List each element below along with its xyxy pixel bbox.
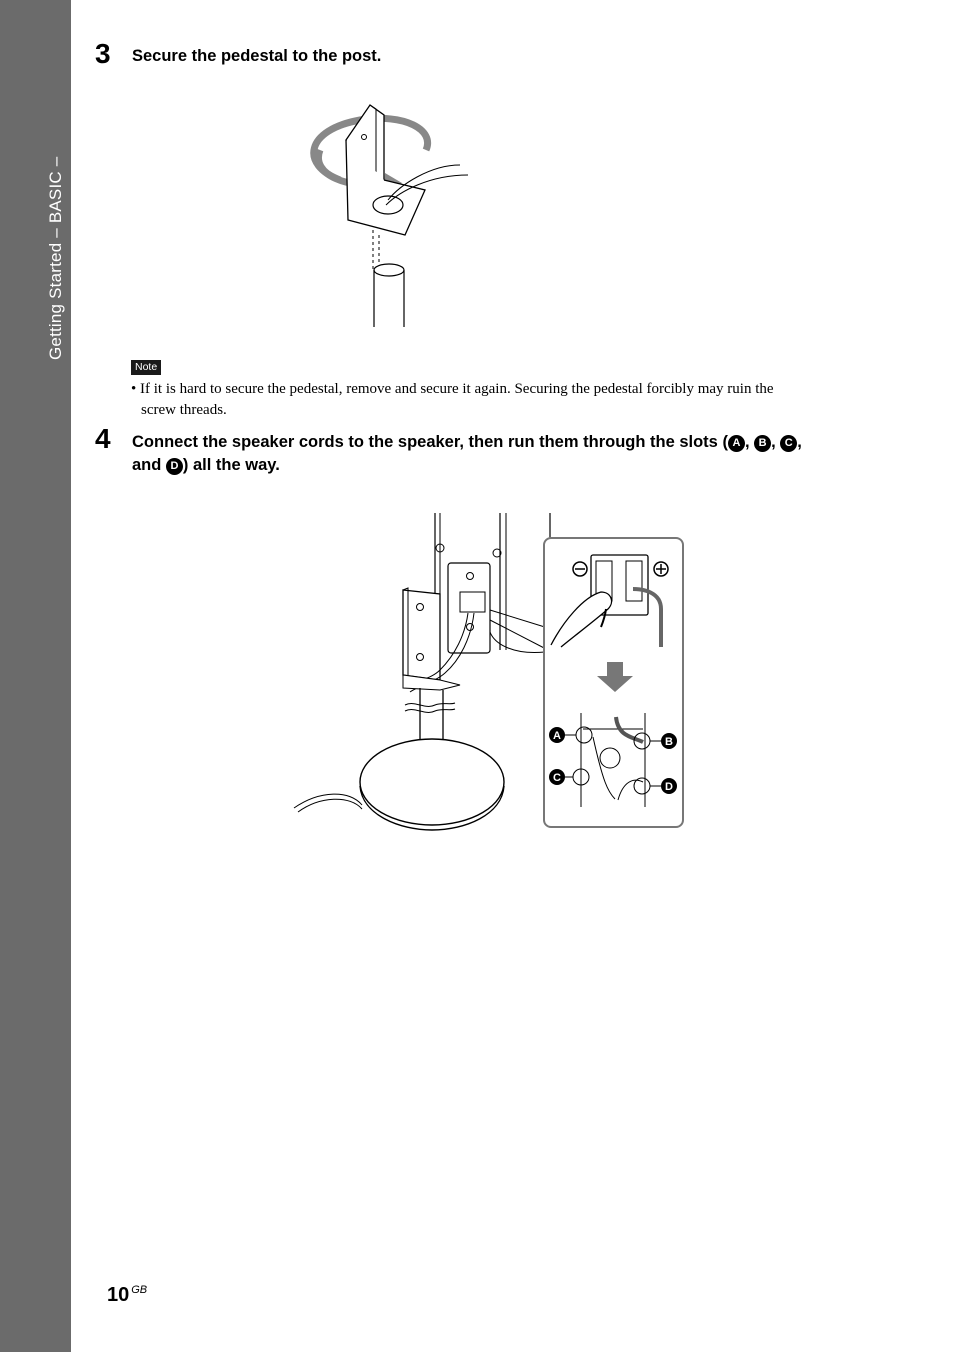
slot-a-marker: A [728,435,745,452]
slot-d-marker: D [166,458,183,475]
note-line-1: If it is hard to secure the pedestal, remove and secure it again. Securing the pedestal forcibly may ruin the [140,381,774,397]
page-region-suffix: GB [131,1284,148,1296]
step-3-title: Secure the pedestal to the post. [132,47,382,65]
separator: , [771,433,781,451]
note-bullet: • [131,381,137,397]
page-number-value: 10 [107,1284,130,1306]
callout-c: C [553,772,561,784]
slot-b-marker: B [754,435,771,452]
callout-d: D [665,781,673,793]
step-4-number: 4 [95,423,111,454]
step-4-title-text: Connect the speaker cords to the speaker, then run them through the slots ( [132,433,728,451]
step-4-title-and: and [132,456,166,474]
separator: , [744,433,755,451]
slot-c-marker: C [780,435,797,452]
step-3-number: 3 [95,38,111,69]
speaker-stand-illustration [290,510,550,840]
callout-b: B [665,736,673,748]
callout-a: A [553,730,561,742]
pedestal-post-illustration [300,95,490,330]
step-4-title-end: ) all the way. [182,456,280,474]
section-sidebar [0,0,71,1352]
note-badge: Note [131,360,161,375]
page-number [107,1284,147,1307]
note-line-2: screw threads. [141,402,227,418]
note-body [131,379,871,421]
terminal-detail-inset [543,537,685,829]
section-label: Getting Started – BASIC – [46,156,65,360]
step-4-title: Connect the speaker cords to the speaker, then run them through the slots ( A , B , C , and D ) all the way. [132,433,802,474]
